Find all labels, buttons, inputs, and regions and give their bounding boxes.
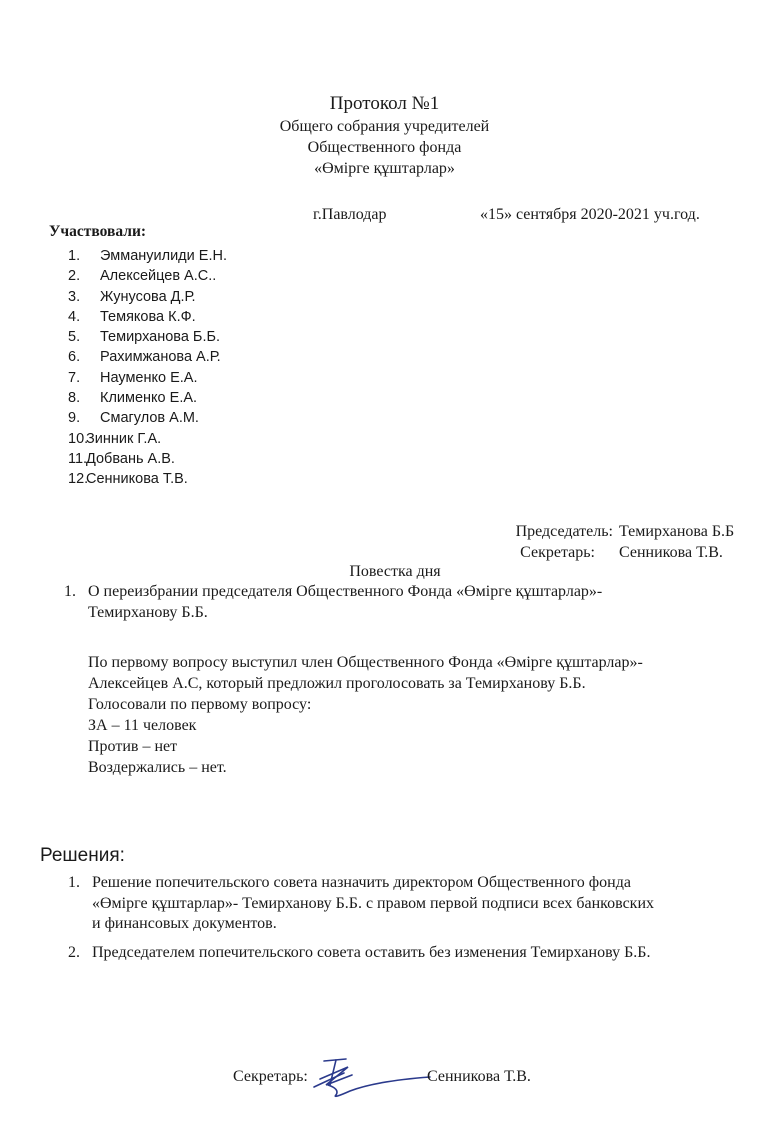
vote-against: Против – нет [88,738,178,755]
participant-name: Эммануилиди Е.Н. [100,248,227,264]
participant-name: Рахимжанова А.Р. [100,349,221,366]
list-item [68,347,227,367]
list-item [68,429,227,449]
agenda-item-1 [64,583,602,601]
item-number: 5. [68,329,81,346]
subtitle-line-3: «Өмірге құштарлар» [314,160,455,177]
decision-text: Председателем попечительского совета оставить без изменения Темирханову Б.Б. [92,944,651,961]
list-item [68,408,227,428]
subtitle-line-1: Общего собрания учредителей [279,118,490,135]
signature-stroke [328,1077,430,1096]
decision-number: 2. [68,944,80,961]
discussion-line: Алексейцев А.С, который предложил проголосовать за Темирханову Б.Б. [88,675,586,692]
list-item [68,368,227,388]
decision-text-continued: «Өмірге құштарлар»- Темирханову Б.Б. с правом первой подписи всех банковских [92,895,654,912]
item-number: 8. [68,390,81,407]
list-item [68,449,227,469]
list-item [68,469,227,489]
discussion-block [88,652,643,778]
signature-label: Секретарь: [233,1068,308,1085]
item-number: 11. [68,450,88,467]
item-number: 1. [68,248,81,264]
secretary-name: Сенникова Т.В. [619,544,723,561]
participant-name: Смагулов А.М. [100,410,199,427]
item-number: 7. [68,369,81,386]
participants-heading: Участвовали: [49,223,147,240]
item-number: 12. [68,471,89,488]
participant-name: Алексейцев А.С.. [100,268,217,285]
item-number: 2. [68,268,81,285]
chair-name: Темирханова Б.Б [619,523,735,540]
participant-name: Жунусова Д.Р. [100,288,196,305]
vote-heading: Голосовали по первому вопросу: [88,696,312,713]
discussion-line: По первому вопросу выступил член Общественного Фонда «Өмірге құштарлар»- [88,654,643,671]
vote-abstained: Воздержались – нет. [88,759,227,776]
city: г.Павлодар [313,206,387,223]
item-number: 9. [68,410,81,427]
meeting-date: «15» сентября 2020-2021 уч.год. [480,206,700,223]
decision-text-continued: и финансовых документов. [92,915,277,932]
participant-name: Темирханова Б.Б. [100,329,221,346]
decision-number: 1. [68,874,80,891]
subtitle-line-2: Общественного фонда [307,139,462,156]
signature-name: Сенникова Т.В. [427,1068,531,1085]
list-item [68,388,227,408]
participants-list [68,246,227,490]
item-number: 10. [68,430,89,447]
agenda-item-1-continued: Темирханову Б.Б. [88,604,208,621]
participant-name: Науменко Е.А. [100,369,198,386]
list-item [68,327,227,347]
participant-name: Зинник Г.А. [86,430,162,447]
participant-name: Клименко Е.А. [100,390,198,407]
list-item [68,307,227,327]
item-number: 4. [68,308,81,325]
participant-name: Сенникова Т.В. [86,471,188,488]
agenda-item-text: О переизбрании председателя Общественного Фонда «Өмірге құштарлар»- [88,583,603,600]
list-item [68,287,227,307]
handwritten-signature [306,1055,436,1101]
signature-stroke [324,1059,346,1061]
agenda-item-number: 1. [64,583,76,600]
chair-row [497,521,734,542]
participant-name: Темякова К.Ф. [100,308,196,325]
decision-text: Решение попечительского совета назначить директором Общественного фонда [92,874,631,891]
secretary-label: Секретарь: [520,544,595,561]
list-item [68,266,227,286]
list-item [68,246,227,266]
participant-name: Добвань А.В. [86,450,175,467]
item-number: 3. [68,288,81,305]
decisions-heading: Решения: [40,845,125,866]
decision-item-2 [68,944,650,962]
agenda-heading: Повестка дня [349,563,441,580]
vote-for: ЗА – 11 человек [88,717,197,734]
decision-item-1 [68,874,631,892]
document-title: Протокол №1 [329,93,440,114]
item-number: 6. [68,349,81,366]
roles-block [497,521,734,563]
chair-label: Председатель: [515,523,613,540]
secretary-row [497,542,734,563]
